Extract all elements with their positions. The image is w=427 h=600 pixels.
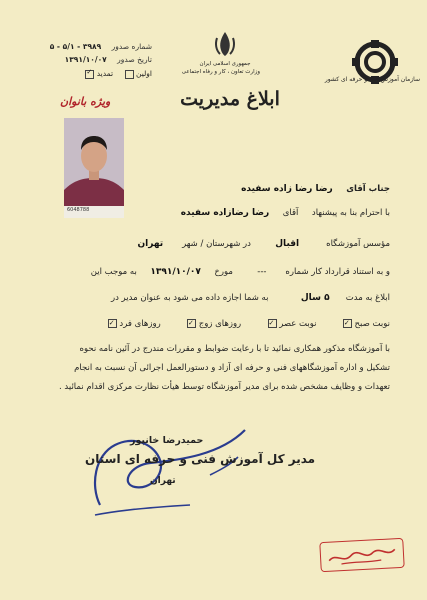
founder-label: مؤسس آموزشگاه <box>326 239 390 249</box>
issue-date-value: ۱۳۹۱/۱۰/۰۷ <box>64 55 107 64</box>
shift-morning-label: نوبت صبح <box>354 319 390 329</box>
salutation-label: جناب آقای <box>346 184 390 194</box>
notice-period-label: ابلاغ به مدت <box>345 293 390 303</box>
shift-even-days-checkbox[interactable] <box>187 319 196 328</box>
photo-id-number: 6048788 <box>67 207 90 213</box>
letter-number-row <box>22 42 152 51</box>
recipient-name: رضا رضا زاده سفیده <box>241 184 333 194</box>
women-special-stamp: ویژه بانوان <box>60 95 111 108</box>
duration-value: ۵ سال <box>300 293 330 303</box>
contract-date: ۱۳۹۱/۱۰/۰۷ <box>150 267 201 277</box>
letter-number-label: شماره صدور <box>111 42 152 51</box>
city-name: تهران <box>137 239 164 249</box>
dated-label: مورخ <box>214 267 233 277</box>
shift-even-days-label: روزهای زوج <box>198 319 242 329</box>
contract-number: --- <box>257 267 267 277</box>
contract-text: و به استناد قرارداد کار شماره <box>285 267 390 277</box>
page-title: ابلاغ مدیریت <box>180 88 280 110</box>
shift-odd-days-checkbox[interactable] <box>108 319 117 328</box>
salutation-line <box>241 183 390 195</box>
institute-name: اقبال <box>275 239 300 249</box>
proposal-text: با احترام بنا به پیشنهاد <box>311 208 390 218</box>
first-issue-label: اولین <box>136 69 152 78</box>
letter-number-value: ۳۹۸۹ - ۵/۱ - ۵ <box>49 42 102 51</box>
shift-morning-checkbox[interactable] <box>343 319 352 328</box>
shift-odd-days-label: روزهای فرد <box>119 319 161 329</box>
proposal-line <box>181 207 390 219</box>
duration-line <box>111 292 390 304</box>
organization-name: سازمان آموزش فنی و حرفه ای کشور <box>324 76 420 83</box>
red-stamp <box>319 538 404 572</box>
renewal-checkbox[interactable] <box>85 70 94 79</box>
gov-line-2: وزارت تعاون ، کار و رفاه اجتماعی <box>181 69 260 75</box>
permission-text: به شما اجازه داده می شود به عنوان مدیر در <box>110 293 269 303</box>
founder-line <box>137 238 390 250</box>
handwritten-signature <box>60 415 260 525</box>
issue-date-label: تاریخ صدور <box>117 55 152 64</box>
paragraph-line-1: با آموزشگاه مذکور همکاری نمائید تا با رعایت ضوابط و مقررات مندرج در آئین نامه نحوه <box>79 344 390 354</box>
iran-emblem-icon <box>212 30 238 58</box>
proposer-title: آقای <box>282 208 299 218</box>
gov-line-1: جمهوری اسلامی ایران <box>199 61 251 67</box>
personnel-photo <box>64 118 124 218</box>
signatory-name: حمیدرضا خانپور <box>130 435 204 446</box>
paragraph-line-3: تعهدات و وظایف مشخص شده برای مدیر آموزشگاه توسط هیأت نظارت مرکزی اقدام نمائید . <box>59 382 390 392</box>
contract-line <box>91 266 390 278</box>
issue-type-row <box>22 69 152 79</box>
accordingly-text: به موجب این <box>90 267 137 277</box>
red-stamp-mark <box>320 539 403 571</box>
signatory-title: مدیر کل آموزش فنی و حرفه ای استان <box>85 452 316 466</box>
renewal-label: تمدید <box>96 69 114 78</box>
issue-date-row <box>22 55 152 64</box>
shifts-line <box>106 318 390 330</box>
signatory-city: تهران <box>150 476 176 486</box>
paragraph-line-2: تشکیل و اداره آموزشگاههای فنی و حرفه ای آزاد و دستورالعمل اجرائی آن نسبت به انجام <box>74 363 390 373</box>
city-label: در شهرستان / شهر <box>182 239 251 249</box>
shift-evening-checkbox[interactable] <box>268 319 277 328</box>
first-issue-checkbox[interactable] <box>125 70 134 79</box>
proposer-name: رضا رضازاده سفیده <box>180 208 270 218</box>
shift-evening-label: نوبت عصر <box>279 319 317 329</box>
